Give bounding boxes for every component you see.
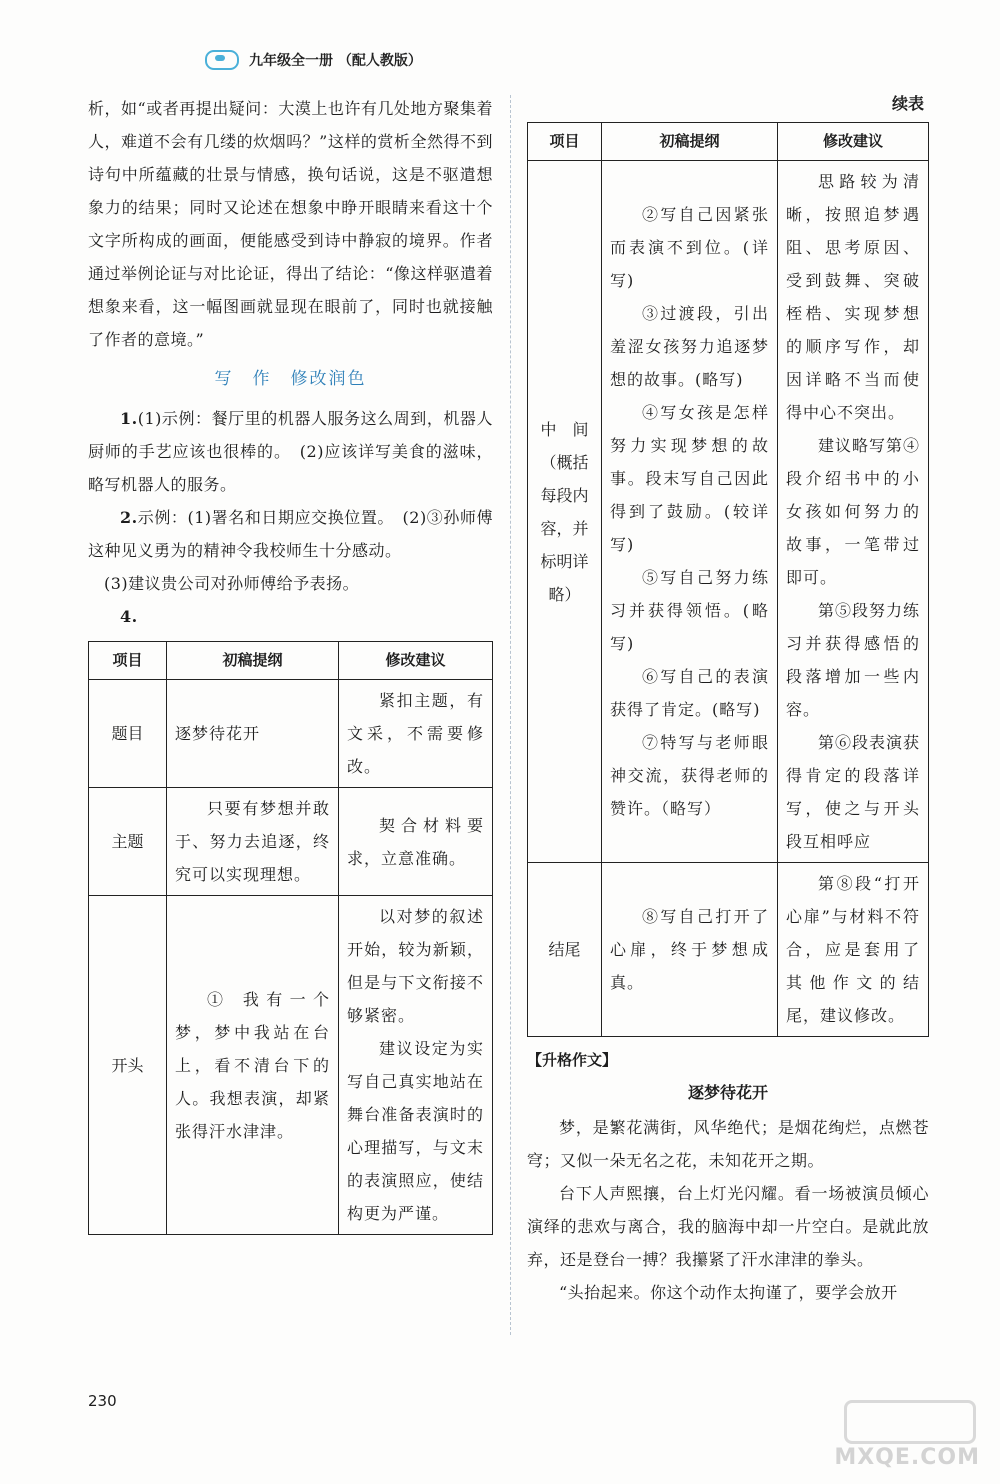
- row-suggestion: 契合材料要求，立意准确。: [339, 788, 493, 896]
- draft-paragraph-5: ⑤写自己努力练习并获得领悟。(略写): [610, 568, 769, 653]
- draft-paragraph-4: ④写女孩是怎样努力实现梦想的故事。段末写自己因此得到了鼓励。(较详写): [610, 403, 769, 554]
- question-1-number: 1.: [120, 409, 138, 428]
- row-draft: ⑧写自己打开了心扉，终于梦想成真。: [602, 863, 778, 1037]
- left-column: [88, 92, 493, 1235]
- question-4-number: 4.: [120, 607, 138, 626]
- column-divider: [510, 95, 511, 1335]
- table-row-ending: [528, 863, 929, 1037]
- header-suggestion: 修改建议: [339, 642, 493, 680]
- essay-paragraph: 梦，是繁花满街，风华绝代；是烟花绚烂，点燃苍穹；又似一朵无名之花，未知花开之期。: [527, 1118, 929, 1170]
- row-item: 结尾: [528, 863, 602, 1037]
- row-item: 主题: [89, 788, 167, 896]
- row-item: 开头: [89, 896, 167, 1235]
- table-header-row: [528, 123, 929, 161]
- header-item: 项目: [89, 642, 167, 680]
- row-draft: [602, 161, 778, 863]
- question-2-text: 示例：(1)署名和日期应交换位置。 (2)③孙师傅这种见义勇为的精神令我校师生十分感动。: [88, 508, 493, 560]
- suggestion-part: 思路较为清晰，按照追梦遇阻、思考原因、受到鼓舞、突破桎梏、实现梦想的顺序写作，却因详略不当而使得中心不突出。: [786, 172, 920, 422]
- row-draft: ① 我有一个梦，梦中我站在台上，看不清台下的人。我想表演，却紧张得汗水津津。: [167, 896, 339, 1235]
- watermark-text: MXQE.COM: [834, 1445, 980, 1470]
- header-suggestion: 修改建议: [778, 123, 929, 161]
- table-row-middle: [528, 161, 929, 863]
- suggestion-part: 第⑤段努力练习并获得感悟的段落增加一些内容。: [786, 601, 921, 719]
- draft-paragraph-2: ②写自己因紧张而表演不到位。(详写): [610, 205, 769, 290]
- row-item: 中 间（概括每段内容，并标明详略）: [528, 161, 602, 863]
- draft-paragraph-7: ⑦特写与老师眼神交流，获得老师的赞许。（略写）: [610, 733, 769, 818]
- analysis-paragraph: 析，如“或者再提出疑问：大漠上也许有几处地方聚集着人，难道不会有几缕的炊烟吗？”这样的赏析全然得不到诗句中所蕴藏的壮景与情感，换句话说，这是不驱遣想象力的结果；同时又论述在想象中睁开眼睛来看这十个文字所构成的画面，便能感受到诗中静寂的境界。作者通过举例论证与对比论证，得出了结论：“像这样驱遣着想象来看，这一幅图画就显现在眼前了，同时也就接触了作者的意境。”: [88, 99, 493, 349]
- row-item: 题目: [89, 680, 167, 788]
- question-1-text: (1)示例：餐厅里的机器人服务这么周到，机器人厨师的手艺应该也很棒的。 (2)应该详写美食的滋味，略写机器人的服务。: [88, 409, 493, 494]
- suggestion-part-a: 以对梦的叙述开始，较为新颖，但是与下文衔接不够紧密。: [347, 907, 484, 1025]
- question-2-number: 2.: [120, 508, 138, 527]
- right-column: [527, 92, 929, 1309]
- essay-paragraph: 台下人声熙攘，台上灯光闪耀。看一场被演员倾心演绎的悲欢与离合，我的脑海中却一片空白。是就此放弃，还是登台一搏？我攥紧了汗水津津的拳头。: [527, 1184, 929, 1269]
- suggestion-part: 第⑥段表演获得肯定的段落详写，使之与开头段互相呼应: [786, 733, 921, 851]
- page-number: 230: [88, 1392, 117, 1410]
- outline-table-continued: [527, 122, 929, 1037]
- question-1: [88, 402, 493, 501]
- row-draft: 逐梦待花开: [167, 680, 339, 788]
- header-draft: 初稿提纲: [602, 123, 778, 161]
- essay-title: 逐梦待花开: [687, 1083, 768, 1102]
- row-suggestion: [778, 161, 929, 863]
- draft-paragraph-6: ⑥写自己的表演获得了肯定。(略写): [610, 667, 769, 719]
- table-header-row: [89, 642, 493, 680]
- row-suggestion: [339, 896, 493, 1235]
- table-row: [89, 896, 493, 1235]
- continued-label: 续表: [891, 94, 924, 113]
- row-suggestion: 紧扣主题，有文采，不需要修改。: [339, 680, 493, 788]
- question-2-part-3: (3)建议贵公司对孙师傅给予表扬。: [104, 574, 360, 593]
- table-row: [89, 788, 493, 896]
- draft-paragraph-3: ③过渡段，引出羞涩女孩努力追逐梦想的故事。(略写): [610, 304, 769, 389]
- table-row: [89, 680, 493, 788]
- upgraded-essay-label: 【升格作文】: [527, 1051, 618, 1069]
- header-draft: 初稿提纲: [167, 642, 339, 680]
- row-draft: 只要有梦想并敢于、努力去追逐，终究可以实现理想。: [167, 788, 339, 896]
- watermark-logo-icon: [844, 1400, 976, 1444]
- header-item: 项目: [528, 123, 602, 161]
- suggestion-part-b: 建议设定为实写自己真实地站在舞台准备表演时的心理描写，与文末的表演照应，使结构更为严谨。: [347, 1039, 484, 1223]
- header-title: 九年级全一册 （配人教版）: [249, 53, 422, 69]
- section-title: 写 作 修改润色: [214, 369, 367, 389]
- question-2: [88, 501, 493, 567]
- site-watermark: [834, 1400, 980, 1470]
- essay-paragraph: “头抬起来。你这个动作太拘谨了，要学会放开: [559, 1283, 898, 1302]
- suggestion-part: 建议略写第④段介绍书中的小女孩如何努力的故事，一笔带过即可。: [786, 436, 921, 587]
- book-logo-icon: [205, 50, 239, 70]
- row-suggestion: 第⑧段“打开心扉”与材料不符合，应是套用了其他作文的结尾，建议修改。: [778, 863, 929, 1037]
- running-header: [205, 50, 422, 70]
- outline-table-1: [88, 641, 493, 1235]
